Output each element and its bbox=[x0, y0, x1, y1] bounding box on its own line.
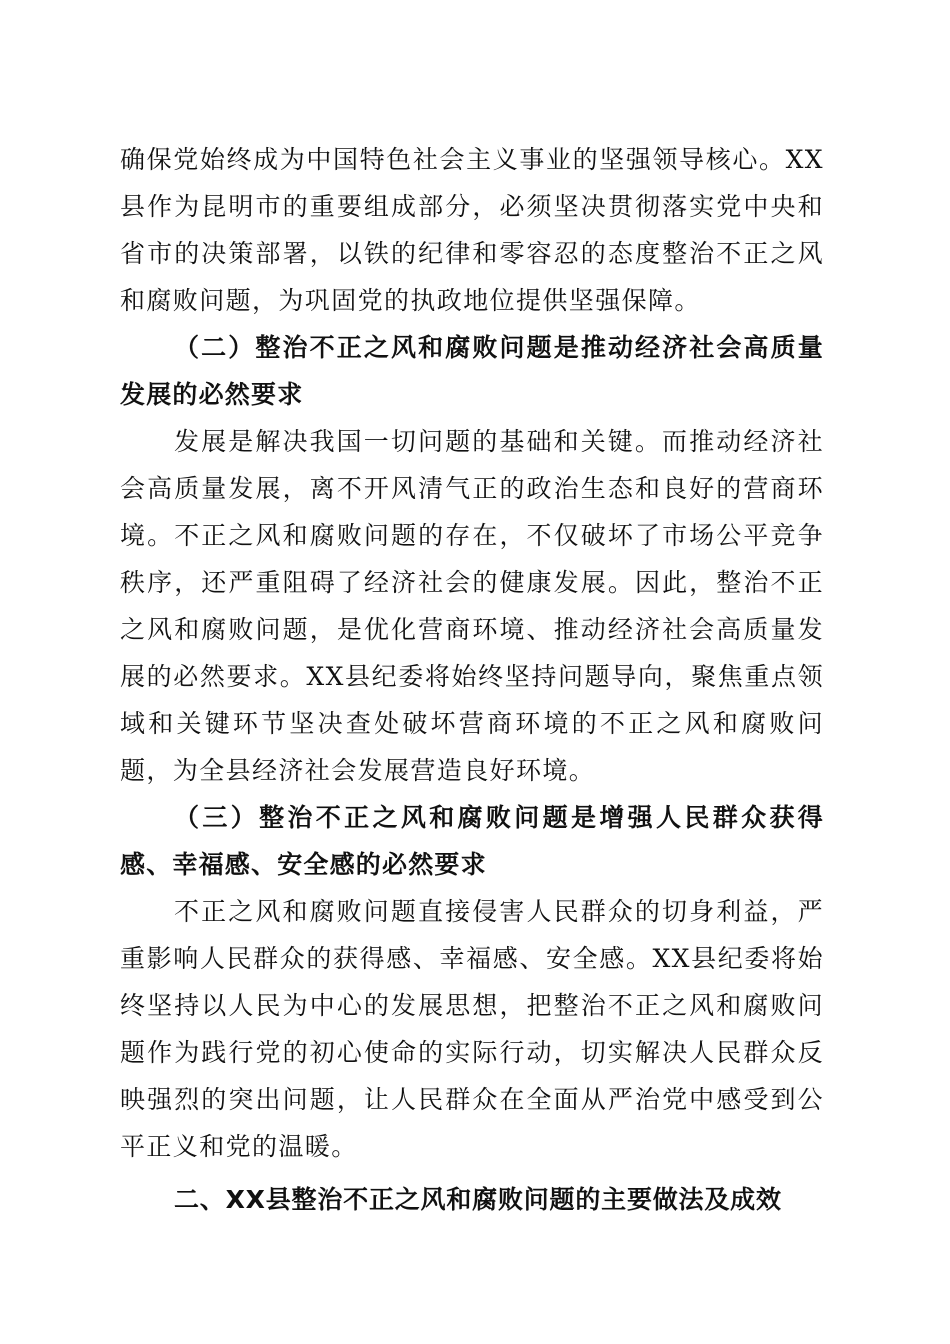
body-paragraph-continued: 确保党始终成为中国特色社会主义事业的坚强领导核心。XX县作为昆明市的重要组成部分，必须坚决贯彻落实党中央和省市的决策部署，以铁的纪律和零容忍的态度整治不正之风和腐败问题，为巩固党的执政地位提供坚强保障。 bbox=[120, 145, 824, 315]
subheading-3: （三）整治不正之风和腐败问题是增强人民群众获得感、幸福感、安全感的必然要求 bbox=[120, 803, 824, 879]
body-paragraph-2: 发展是解决我国一切问题的基础和关键。而推动经济社会高质量发展，离不开风清气正的政治生态和良好的营商环境。不正之风和腐败问题的存在，不仅破坏了市场公平竞争秩序，还严重阻碍了经济社会的健康发展。因此，整治不正之风和腐败问题，是优化营商环境、推动经济社会高质量发展的必然要求。XX县纪委将始终坚持问题导向，聚焦重点领域和关键环节坚决查处破坏营商环境的不正之风和腐败问题，为全县经济社会发展营造良好环境。 bbox=[120, 427, 824, 785]
document-page bbox=[120, 136, 824, 1223]
body-paragraph-3: 不正之风和腐败问题直接侵害人民群众的切身利益，严重影响人民群众的获得感、幸福感、安全感。XX县纪委将始终坚持以人民为中心的发展思想，把整治不正之风和腐败问题作为践行党的初心使命的实际行动，切实解决人民群众反映强烈的突出问题，让人民群众在全面从严治党中感受到公平正义和党的温暖。 bbox=[120, 897, 824, 1161]
section-heading-2: 二、XX县整治不正之风和腐败问题的主要做法及成效 bbox=[174, 1185, 782, 1214]
subheading-2: （二）整治不正之风和腐败问题是推动经济社会高质量发展的必然要求 bbox=[120, 333, 824, 409]
